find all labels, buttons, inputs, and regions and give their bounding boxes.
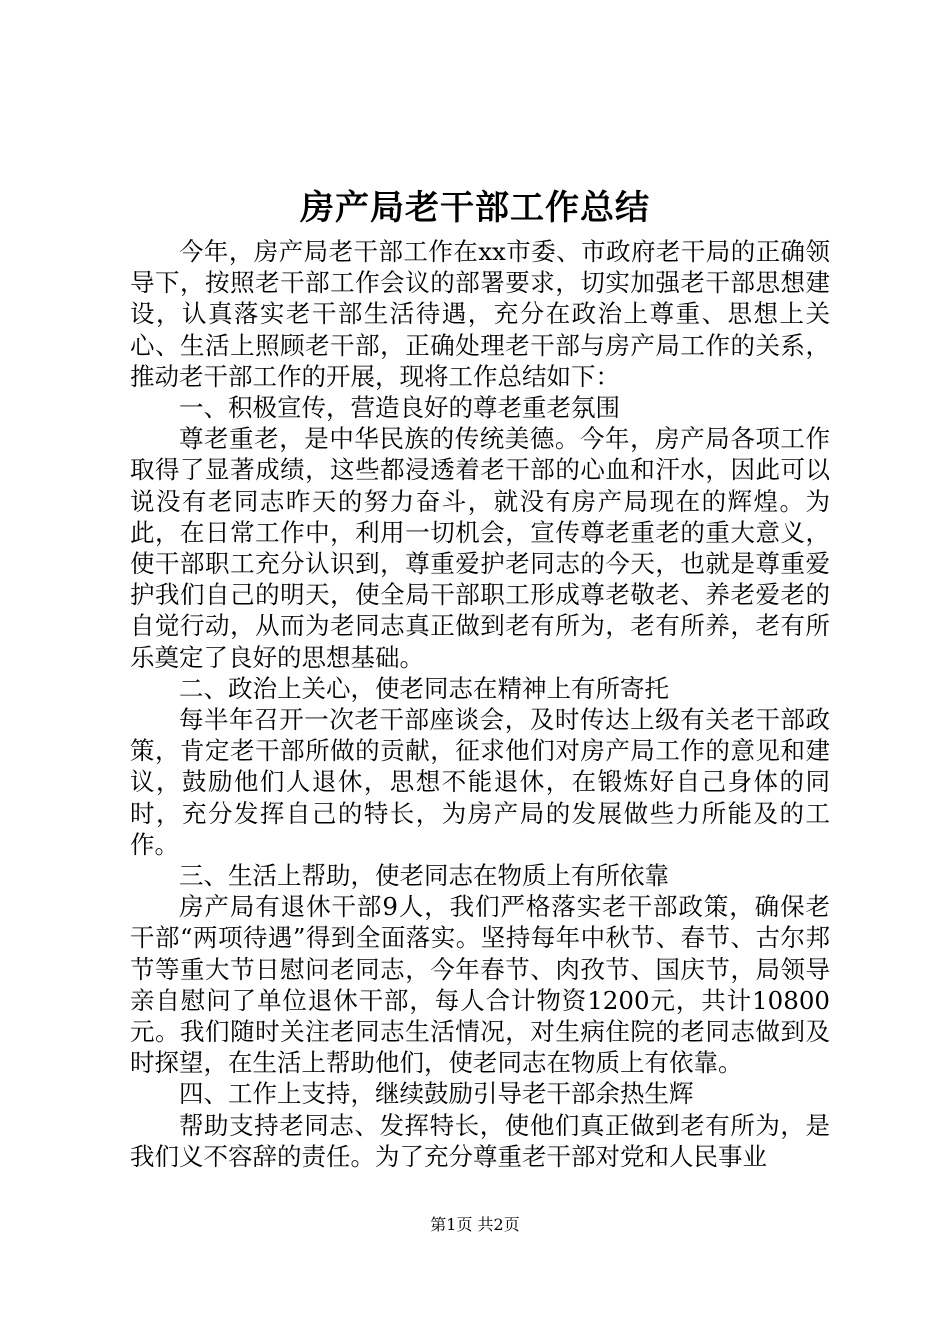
paragraph-section-1: 尊老重老，是中华民族的传统美德。今年，房产局各项工作取得了显著成绩，这些都浸透着老干部的心血和汗水，因此可以说没有老同志昨天的努力奋斗，就没有房产局现在的辉煌。为此，在日常工作中，利用一切机会，宣传尊老重老的重大意义，使干部职工充分认识到，尊重爱护老同志的今天，也就是尊重爱护我们自己的明天，使全局干部职工形成尊老敬老、养老爱老的自觉行动，从而为老同志真正做到老有所为，老有所养，老有所乐奠定了良好的思想基础。 — [130, 424, 830, 672]
paragraph-section-3: 房产局有退休干部9人，我们严格落实老干部政策，确保老干部“两项待遇”得到全面落实。坚持每年中秋节、春节、古尔邦节等重大节日慰问老同志，今年春节、肉孜节、国庆节，局领导亲自慰问了单位退休干部，每人合计物资1200元，共计10800元。我们随时关注老同志生活情况，对生病住院的老同志做到及时探望，在生活上帮助他们，使老同志在物质上有依靠。 — [130, 892, 830, 1078]
section-heading-4: 四、工作上支持，继续鼓励引导老干部余热生辉 — [179, 1079, 694, 1109]
paragraph-section-4: 帮助支持老同志、发挥特长，使他们真正做到老有所为，是我们义不容辞的责任。为了充分尊重老干部对党和人民事业 — [130, 1110, 830, 1171]
page-footer: 第1页 共2页 — [430, 1215, 520, 1234]
paragraph-section-2: 每半年召开一次老干部座谈会，及时传达上级有关老干部政策，肯定老干部所做的贡献，征求他们对房产局工作的意见和建议，鼓励他们人退休，思想不能退休，在锻炼好自己身体的同时，充分发挥自己的特长，为房产局的发展做些力所能及的工作。 — [130, 705, 830, 859]
document-body — [130, 236, 830, 1172]
section-heading-2: 二、政治上关心，使老同志在精神上有所寄托 — [179, 673, 669, 703]
paragraph-intro: 今年，房产局老干部工作在xx市委、市政府老干局的正确领导下，按照老干部工作会议的部署要求，切实加强老干部思想建设，认真落实老干部生活待遇，充分在政治上尊重、思想上关心、生活上照顾老干部，正确处理老干部与房产局工作的关系，推动老干部工作的开展，现将工作总结如下： — [130, 237, 830, 391]
page-title: 房产局老干部工作总结 — [300, 188, 650, 228]
section-heading-1: 一、积极宣传，营造良好的尊老重老氛围 — [179, 393, 620, 423]
section-heading-3: 三、生活上帮助，使老同志在物质上有所依靠 — [179, 861, 669, 891]
